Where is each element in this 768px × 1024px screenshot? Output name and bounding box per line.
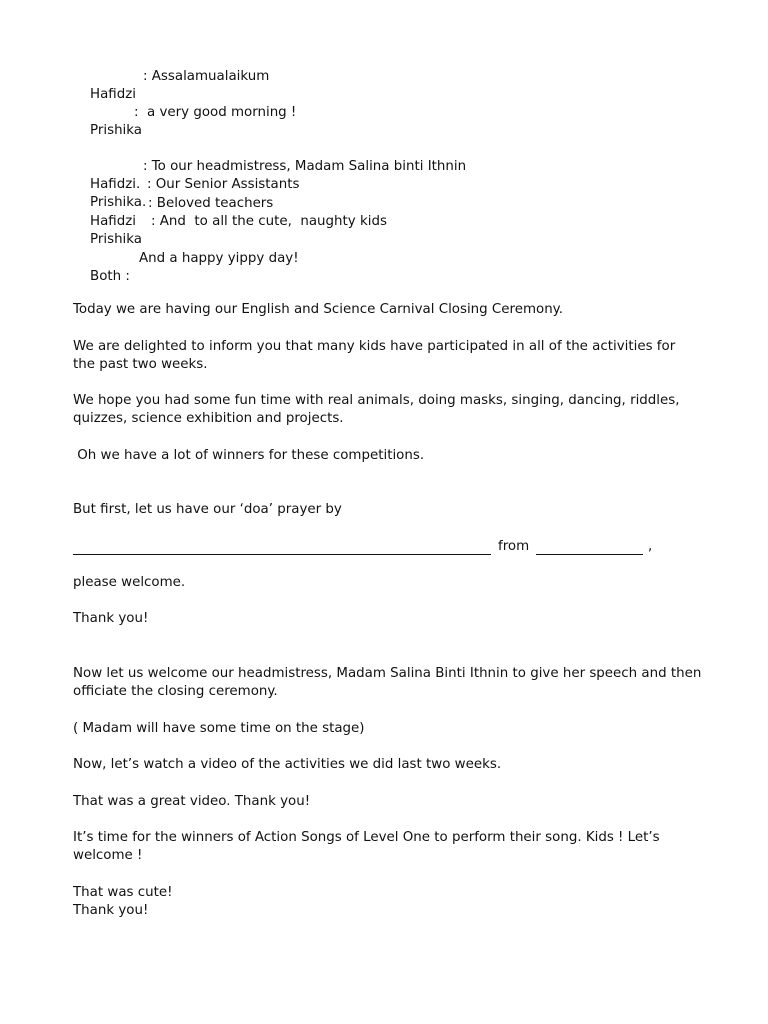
paragraph: Thank you! (73, 611, 149, 626)
paragraph (73, 884, 698, 920)
paragraph: Oh we have a lot of winners for these competitions. (73, 448, 425, 463)
paragraph: Now, let’s watch a video of the activities we did last two weeks. (73, 757, 502, 772)
paragraph-line: the past two weeks. (73, 357, 208, 372)
dialogue-text: : Our Senior Assistants (147, 177, 300, 192)
dialogue-text: : To our headmistress, Madam Salina binti Ithnin (143, 159, 467, 174)
paragraph: That was a great video. Thank you! (73, 794, 311, 809)
paragraph: please welcome. (73, 575, 186, 590)
paragraph: Today we are having our English and Science Carnival Closing Ceremony. (73, 302, 563, 317)
dialogue-text: : Assalamualaikum (143, 69, 270, 84)
paragraph (73, 829, 698, 865)
paragraph-line: Thank you! (73, 903, 149, 918)
paragraph-line: We hope you had some fun time with real animals, doing masks, singing, dancing, riddles, (73, 393, 680, 408)
paragraph-line: quizzes, science exhibition and projects. (73, 411, 344, 426)
paragraph (73, 392, 698, 428)
paragraph-line: It’s time for the winners of Action Songs of Level One to perform their song. Kids ! Let’s (73, 830, 660, 845)
dialogue-text: : Beloved teachers (148, 196, 274, 211)
paragraph-line: That was cute! (73, 885, 173, 900)
speaker-name: Prishika (90, 123, 143, 138)
paragraph-line: We are delighted to inform you that many kids have participated in all of the activities for (73, 339, 676, 354)
class-blank-line (536, 544, 643, 555)
speaker-name: Both : (90, 269, 130, 284)
speaker-name: Prishika. (90, 195, 147, 210)
from-label: from (498, 539, 530, 554)
comma-label: , (648, 539, 653, 554)
paragraph-line: officiate the closing ceremony. (73, 684, 278, 699)
paragraph (73, 338, 698, 374)
paragraph: ( Madam will have some time on the stage) (73, 721, 365, 736)
speaker-name: Hafidzi. (90, 177, 141, 192)
paragraph: But first, let us have our ‘doa’ prayer by (73, 502, 342, 517)
speaker-name: Hafidzi (90, 214, 136, 229)
dialogue-text: : And to all the cute, naughty kids (151, 214, 387, 229)
dialogue-text: And a happy yippy day! (139, 251, 299, 266)
paragraph-line: Now let us welcome our headmistress, Madam Salina Binti Ithnin to give her speech and then (73, 666, 702, 681)
speaker-name: Prishika (90, 232, 143, 247)
dialogue-text: : a very good morning ! (134, 105, 297, 120)
paragraph-line: welcome ! (73, 848, 143, 863)
speaker-name: Hafidzi (90, 87, 136, 102)
paragraph (73, 665, 702, 701)
name-blank-line (73, 544, 491, 555)
